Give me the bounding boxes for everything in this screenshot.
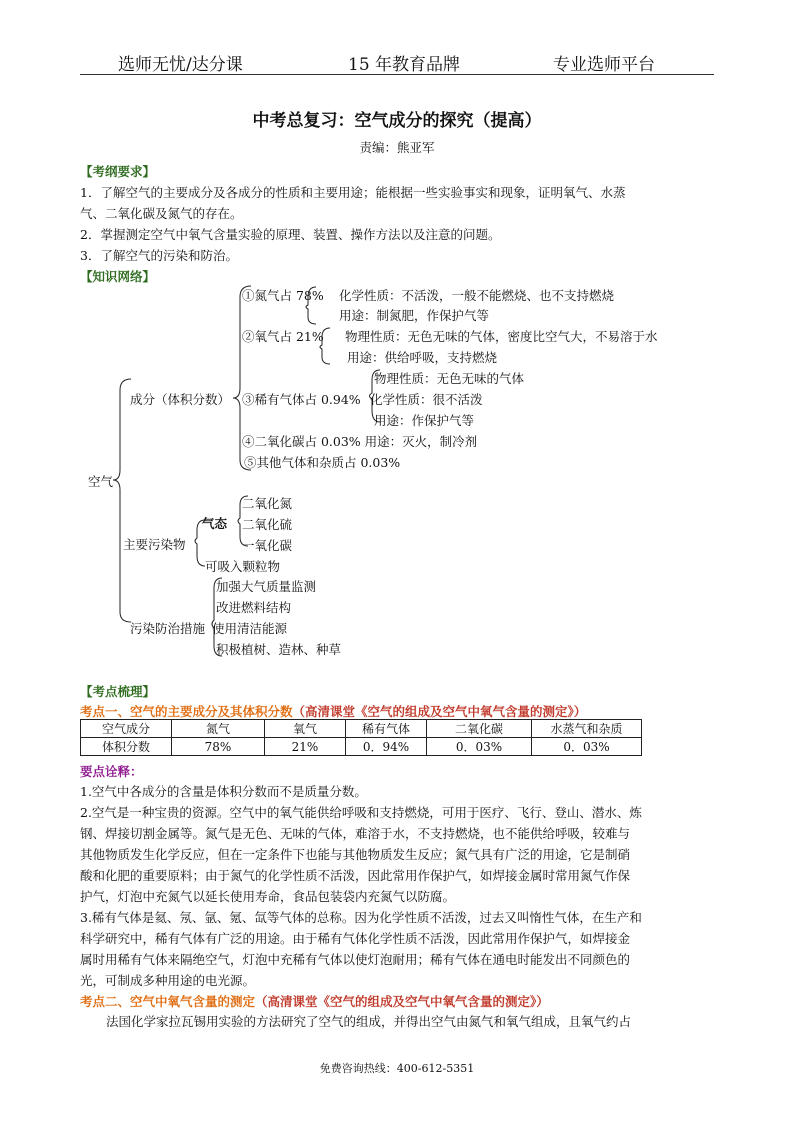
pollutants-label: 主要污染物: [123, 537, 186, 552]
header-brand: 选师无忧/达分课: [118, 55, 243, 75]
point2-link[interactable]: （高清课堂《空气的组成及空气中氧气含量的测定》）: [255, 994, 549, 1009]
footer-hotline: 免费咨询热线：400-612-5351: [319, 1062, 475, 1075]
syllabus-item: 3．了解空气的污染和防治。: [80, 248, 238, 263]
pollutant-particles: 可吸入颗粒物: [205, 559, 281, 574]
note-line: 其他物质发生化学反应，但在一定条件下也能与其他物质发生反应；氮气具有广泛的用途，它是制硝: [80, 847, 631, 862]
header-slogan: 15 年教育品牌: [348, 55, 461, 75]
table-row: [81, 720, 642, 738]
point2-title-line: [80, 991, 549, 1010]
prevention-item: 使用清洁能源: [212, 621, 288, 636]
table-cell: 0．03%: [427, 738, 532, 756]
rare-phys: 物理性质：无色无味的气体: [374, 371, 525, 386]
rare-chem: 化学性质：很不活泼: [370, 392, 483, 407]
o2-use: 用途：供给呼吸，支持燃烧: [347, 350, 498, 365]
root-brace: [113, 379, 131, 622]
gas-label: 气态: [202, 516, 228, 531]
note-line: 3.稀有气体是氦、氖、氩、氪、氙等气体的总称。因为化学性质不活泼，过去又叫惰性气体，在生产和: [80, 910, 642, 925]
pollutant-gas: 一氧化碳: [242, 538, 293, 553]
note-line: 科学研究中，稀有气体有广泛的用途。由于稀有气体化学性质不活泼，因此常用作保护气，如焊接金: [80, 931, 631, 946]
pollutant-gas: 二氧化硫: [242, 517, 293, 532]
note-line: 酸和化肥的重要原料；由于氮气的化学性质不活泼，因此常用作保护气，如焊接金属时常用氮气作保: [80, 868, 631, 883]
n2-name: ①氮气占 78%: [242, 288, 324, 303]
table-cell: 二氧化碳: [427, 720, 532, 738]
prevention-label: 污染防治措施: [130, 621, 206, 636]
notes-heading: 要点诠释：: [80, 764, 143, 779]
syllabus-item: 2．掌握测定空气中氧气含量实验的原理、装置、操作方法以及注意的问题。: [80, 227, 501, 242]
co2-line: ④二氧化碳占 0.03% 用途：灭火，制冷剂: [242, 434, 478, 449]
page-title: 中考总复习：空气成分的探究（提高）: [252, 111, 542, 131]
note-line: 2.空气是一种宝贵的资源。空气中的氧气能供给呼吸和支持燃烧，可用于医疗、飞行、登山、潜水、炼: [80, 805, 642, 820]
table-cell: 氧气: [265, 720, 346, 738]
point1-title: 考点一、空气的主要成分及其体积分数: [80, 704, 293, 719]
note-line: 护气，灯泡中充氮气以延长使用寿命，食品包装袋内充氮气以防腐。: [80, 889, 456, 904]
table-cell: 氮气: [172, 720, 265, 738]
note-line: 光，可制成多种用途的电光源。: [80, 973, 256, 988]
n2-use: 用途：制氮肥，作保护气等: [339, 308, 490, 323]
note-line: 1.空气中各成分的含量是体积分数而不是质量分数。: [80, 784, 367, 799]
table-cell: 水蒸气和杂质: [532, 720, 642, 738]
editor-line: 责编：熊亚军: [359, 140, 435, 155]
table-cell: 78%: [172, 738, 265, 756]
composition-label: 成分（体积分数）: [130, 392, 231, 407]
point1-title-line: [80, 701, 586, 720]
syllabus-item: 1．了解空气的主要成分及各成分的性质和主要用途；能根据一些实验事实和现象，证明氧气、水蒸: [80, 185, 626, 200]
table-row: [81, 738, 642, 756]
table-cell: 空气成分: [81, 720, 172, 738]
points-heading: 【考点梳理】: [80, 684, 156, 699]
rare-name: ③稀有气体占 0.94%: [242, 392, 361, 407]
note-line: 钢、焊接切割金属等。氮气是无色、无味的气体，难溶于水，不支持燃烧，也不能供给呼吸，较难与: [80, 826, 631, 841]
network-heading: 【知识网络】: [80, 269, 156, 284]
table-cell: 0．03%: [532, 738, 642, 756]
note-line: 属时用稀有气体来隔绝空气，灯泡中充稀有气体以使灯泡耐用；稀有气体在通电时能发出不同颜色的: [80, 952, 631, 967]
point2-text: 法国化学家拉瓦锡用实验的方法研究了空气的组成，并得出空气由氮气和氧气组成，且氧气约占: [106, 1014, 632, 1029]
prevention-item: 改进燃料结构: [216, 600, 292, 615]
o2-phys: 物理性质：无色无味的气体，密度比空气大，不易溶于水: [345, 329, 658, 344]
table-cell: 21%: [265, 738, 346, 756]
o2-name: ②氧气占 21%: [242, 329, 324, 344]
syllabus-item: 气、二氧化碳及氮气的存在。: [80, 206, 243, 221]
prevention-item: 加强大气质量监测: [216, 579, 317, 594]
network-root: 空气: [88, 474, 114, 489]
rare-use: 用途：作保护气等: [374, 413, 475, 428]
table-cell: 稀有气体: [346, 720, 427, 738]
other-line: ⑤其他气体和杂质占 0.03%: [244, 455, 401, 470]
table-cell: 0．94%: [346, 738, 427, 756]
header-platform: 专业选师平台: [553, 55, 655, 75]
pollutant-gas: 二氧化氮: [242, 496, 293, 511]
syllabus-heading: 【考纲要求】: [80, 164, 156, 179]
table-cell: 体积分数: [81, 738, 172, 756]
prevention-item: 积极植树、造林、种草: [216, 642, 342, 657]
point2-title: 考点二、空气中氧气含量的测定: [80, 994, 256, 1009]
point1-link[interactable]: （高清课堂《空气的组成及空气中氧气含量的测定》）: [292, 704, 587, 719]
composition-table: [80, 719, 642, 756]
n2-chem: 化学性质：不活泼，一般不能燃烧、也不支持燃烧: [339, 288, 615, 303]
